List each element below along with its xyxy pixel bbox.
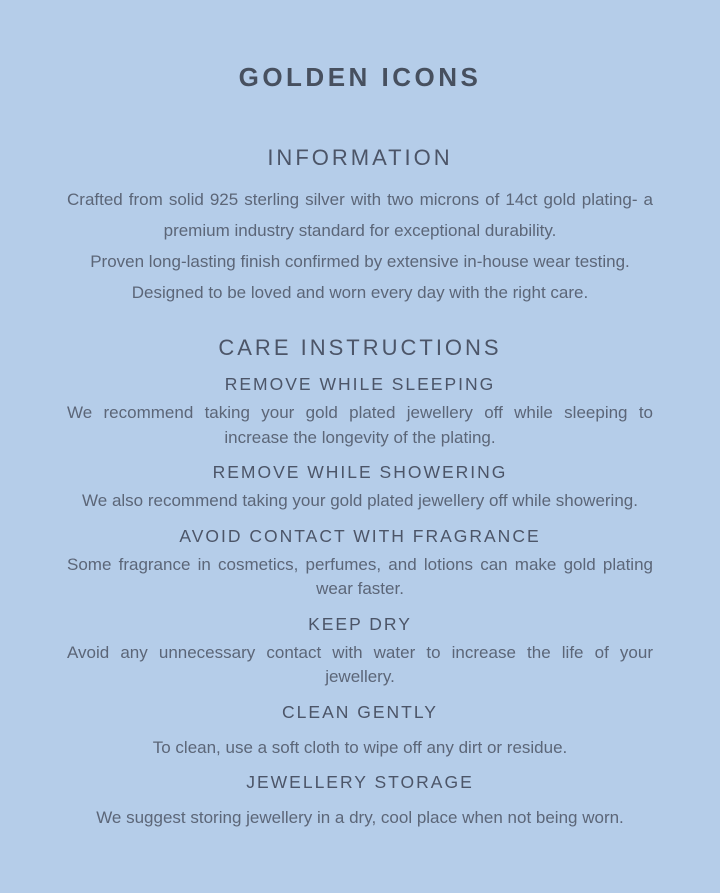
care-section-jewellery-storage (0, 770, 720, 831)
care-section-title: AVOID CONTACT WITH FRAGRANCE (179, 525, 541, 546)
information-text (67, 184, 653, 308)
care-section-body: Avoid any unnecessary contact with water to increase the life of your jewellery. (67, 642, 653, 686)
care-section-body: We also recommend taking your gold plated jewellery off while showering. (82, 491, 638, 510)
care-section-keep-dry (0, 612, 720, 690)
care-section-remove-while-sleeping (0, 372, 720, 450)
care-section-title: REMOVE WHILE SHOWERING (212, 462, 508, 482)
care-section-title: JEWELLERY STORAGE (246, 772, 474, 792)
information-heading: INFORMATION (267, 145, 453, 170)
care-section-remove-while-showering (0, 460, 720, 514)
care-section-clean-gently (0, 700, 720, 761)
care-section-body: Some fragrance in cosmetics, perfumes, and lotions can make gold plating wear faster. (67, 554, 653, 598)
information-paragraph: Proven long-lasting finish confirmed by extensive in-house wear testing. (90, 252, 630, 271)
care-instructions-heading: CARE INSTRUCTIONS (218, 335, 502, 360)
care-section-body: To clean, use a soft cloth to wipe off any dirt or residue. (152, 737, 568, 757)
care-section-body: We suggest storing jewellery in a dry, cool place when not being worn. (96, 808, 624, 827)
care-section-title: CLEAN GENTLY (282, 701, 438, 722)
care-section-title: KEEP DRY (308, 613, 412, 634)
care-section-title: REMOVE WHILE SLEEPING (224, 374, 496, 394)
information-paragraph: Crafted from solid 925 sterling silver with two microns of 14ct gold plating- a premium industry standard for exceptional durability. (67, 190, 653, 240)
product-title: GOLDEN ICONS (238, 62, 482, 92)
care-section-avoid-contact-with-fragrance (0, 524, 720, 602)
information-paragraph: Designed to be loved and worn every day with the right care. (131, 283, 589, 302)
care-section-body: We recommend taking your gold plated jewellery off while sleeping to increase the longevity of the plating. (67, 403, 653, 447)
